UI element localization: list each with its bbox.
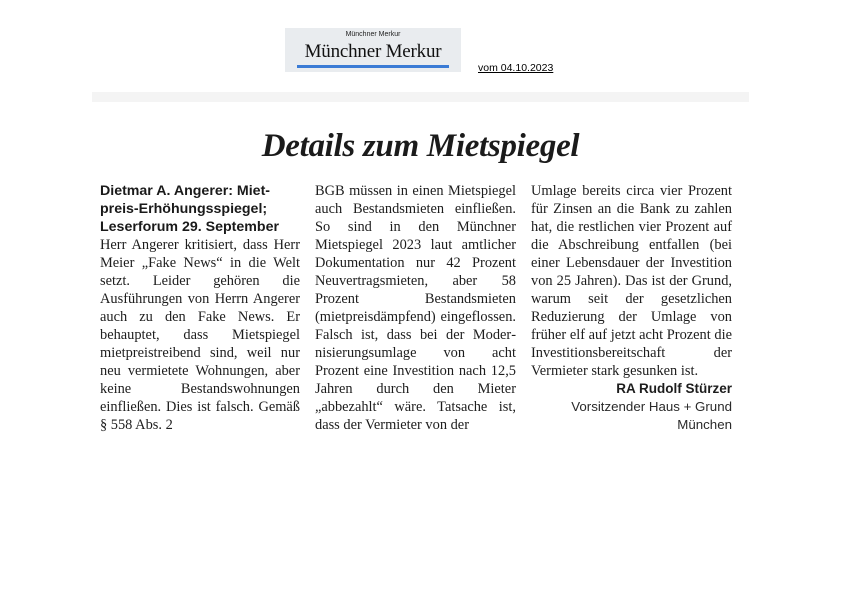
article-column-3: [531, 182, 732, 434]
author-city: München: [677, 417, 732, 432]
letter-reference: Dietmar A. Angerer: Mietpreis-Erhöhungsspiegel; Leserforum 29. September: [100, 183, 279, 235]
publication-date-link[interactable]: vom 04.10.2023: [478, 62, 554, 74]
newspaper-logo: [285, 28, 461, 72]
column-2-text: BGB müssen in einen Mietspiegel auch Bestandsmieten einfließen. So sind in den Münchner Mietspiegel 2023 laut amtlicher Dokumentation nur 42 Prozent Neuvertragsmieten, aber 58 Prozent Bestandsmieten (mietpreisdämpfend) eingeflossen. Falsch ist, dass bei der Modernisierungsumlage von acht Prozent eine Investition nach 12,5 Jahren durch den Mieter „abbezahlt“ wäre. Tatsache ist, dass der Vermieter von der: [315, 183, 516, 433]
clipping-top-strip: [92, 92, 749, 102]
column-1-text: Herr Angerer kritisiert, dass Herr Meier „Fake News“ in die Welt setzt. Leider gehören die Ausführungen von Herrn Angerer auch zu den Fake News. Er behauptet, dass Mietspiegel mietpreistreibend sind, weil nur neu vermietete Wohnungen, aber keine Bestandswohnungen einfließen. Dies ist falsch. Gemäß § 558 Abs. 2: [100, 237, 300, 433]
article-column-1: [100, 182, 300, 434]
author-role: Vorsitzender Haus + Grund: [571, 399, 732, 414]
column-3-text: Umlage bereits circa vier Prozent für Zinsen an die Bank zu zahlen hat, die restlichen vier Prozent auf die Abschreibung entfallen (bei einer Lebensdauer der Investition von 25 Jahren). Das ist der Grund, warum seit der gesetzlichen Reduzierung der Umlage von früher elf auf jetzt acht Prozent die Investitionsbereitschaft der Vermieter stark gesunken ist.: [531, 183, 732, 379]
article-headline: Details zum Mietspiegel: [261, 128, 580, 164]
article-column-2: [315, 182, 516, 434]
logo-main-text: Münchner Merkur: [304, 41, 442, 62]
logo-accent-bar: [297, 65, 449, 68]
author-name: RA Rudolf Stürzer: [616, 381, 732, 396]
logo-small-text: Münchner Merkur: [345, 31, 401, 38]
